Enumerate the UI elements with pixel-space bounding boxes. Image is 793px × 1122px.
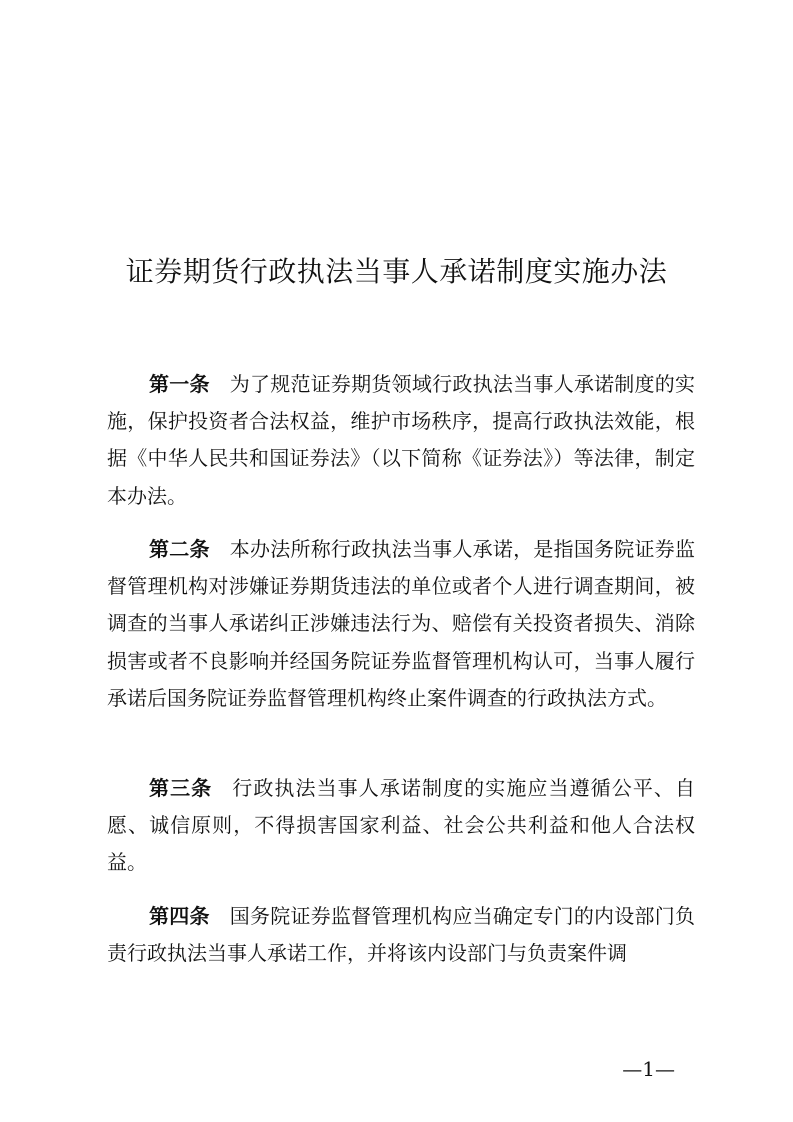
article-number: 第二条 bbox=[149, 537, 210, 561]
page-number: —1— bbox=[622, 1057, 675, 1081]
article-number: 第一条 bbox=[149, 372, 210, 396]
article-text: 本办法所称行政执法当事人承诺，是指国务院证券监督管理机构对涉嫌证券期货违法的单位或者个人进行调查期间，被调查的当事人承诺纠正涉嫌违法行为、赔偿有关投资者损失、消除损害或者不良影响并经国务院证券监督管理机构认可，当事人履行承诺后国务院证券监督管理机构终止案件调查的行政执法方式。 bbox=[107, 537, 696, 710]
article-4 bbox=[107, 898, 695, 972]
article-number: 第三条 bbox=[149, 776, 213, 800]
article-number: 第四条 bbox=[149, 904, 210, 928]
article-text: 为了规范证券期货领域行政执法当事人承诺制度的实施，保护投资者合法权益，维护市场秩序，提高行政执法效能，根据《中华人民共和国证券法》（以下简称《证券法》）等法律，制定本办法。 bbox=[107, 372, 696, 508]
document-title: 证券期货行政执法当事人承诺制度实施办法 bbox=[125, 255, 668, 288]
article-1 bbox=[107, 366, 695, 515]
article-2 bbox=[107, 531, 695, 717]
article-3 bbox=[107, 770, 695, 882]
article-text: 行政执法当事人承诺制度的实施应当遵循公平、自愿、诚信原则，不得损害国家利益、社会公共利益和他人合法权益。 bbox=[107, 776, 695, 875]
article-text: 国务院证券监督管理机构应当确定专门的内设部门负责行政执法当事人承诺工作，并将该内设部门与负责案件调 bbox=[107, 904, 696, 966]
